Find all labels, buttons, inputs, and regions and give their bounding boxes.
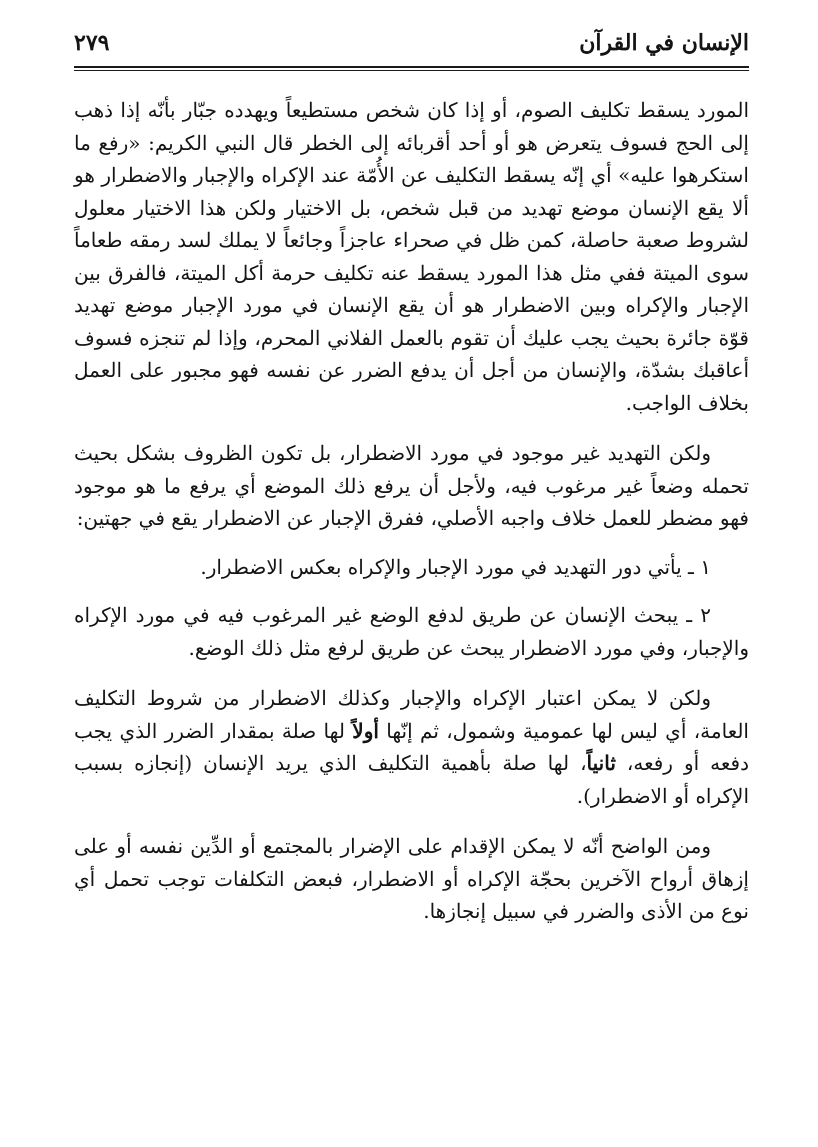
paragraph-6: ومن الواضح أنّه لا يمكن الإقدام على الإضرار بالمجتمع أو الدِّين نفسه أو على إزهاق أرواح الآخرين بحجّة الإكراه أو الاضطرار، فبعض التكلفات توجب تحمل أي نوع من الأذى والضرر في سبيل إنجازها. <box>74 834 749 923</box>
paragraph-5-part-d: ، لها صلة بأهمية التكليف الذي يريد الإنسان (إنجازه بسبب الإكراه أو الاضطرار). <box>74 751 749 808</box>
page-number: ٢٧٩ <box>74 30 110 56</box>
paragraph-2: ولكن التهديد غير موجود في مورد الاضطرار، بل تكون الظروف بشكل بحيث تحمله وضعاً غير مرغوب فيه، ولأجل أن يرفع ذلك الموضع أي يرفع ما هو موجود فهو مضطر للعمل خلاف واجبه الأصلي، ففرق الإجبار عن الاضطرار يقع في جهتين: <box>74 441 749 530</box>
paragraph-1: المورد يسقط تكليف الصوم، أو إذا كان شخص مستطيعاً ويهدده جبّار بأنّه إذا ذهب إلى الحج فسوف يتعرض هو أو أحد أقربائه إلى الخطر قال النبي الكريم: «رفع ما استكرهوا عليه» أي إنّه يسقط التكليف عن الأُمّة عند الإكراه والإجبار والاضطرار هو ألا يقع الإنسان موضع تهديد من قبل شخص، بل الاختيار ولكن هذا الاختيار معلول لشروط صعبة حاصلة، كمن ظل في صحراء عاجزاً وجائعاً لا يملك لسد رمقه طعاماً سوى الميتة ففي مثل هذا المورد يسقط عنه تكليف حرمة أكل الميتة، فالفرق بين الإجبار والإكراه وبين الاضطرار هو أن يقع الإنسان في مورد الإجبار موضع تهديد قوّة جائرة بحيث يجب عليك أن تقوم بالعمل الفلاني المحرم، وإذا لم تنجزه فسوف أعاقبك بشدّة، والإنسان من أجل أن يدفع الضرر عن نفسه فهو مجبور على العمل بخلاف الواجب. <box>74 98 749 415</box>
list-item-2: ٢ ـ يبحث الإنسان عن طريق لدفع الوضع غير المرغوب فيه في مورد الإكراه والإجبار، وفي مورد الاضطرار يبحث عن طريق لرفع مثل ذلك الوضع. <box>74 603 749 660</box>
running-header <box>74 30 749 62</box>
header-rule-thick <box>74 66 749 68</box>
header-rule-thin <box>74 70 749 71</box>
paragraph-5-part-c: لها صلة بمقدار الضرر الذي يجب دفعه أو رفعه، <box>74 718 749 775</box>
bold-secondly: ثانياً <box>586 751 616 775</box>
paragraph-5-part-a: ولكن لا يمكن اعتبار الإكراه والإجبار وكذلك الاضطرار من شروط التكليف العامة، أي ليس لها عمومية وشمول، ثم إنّها <box>74 686 749 743</box>
body-text <box>74 94 749 946</box>
list-item-1: ١ ـ يأتي دور التهديد في مورد الإجبار والإكراه بعكس الاضطرار. <box>200 554 711 579</box>
running-title: الإنسان في القرآن <box>579 30 749 56</box>
bold-firstly: أولاً <box>352 718 379 743</box>
paragraph-5 <box>74 682 749 812</box>
